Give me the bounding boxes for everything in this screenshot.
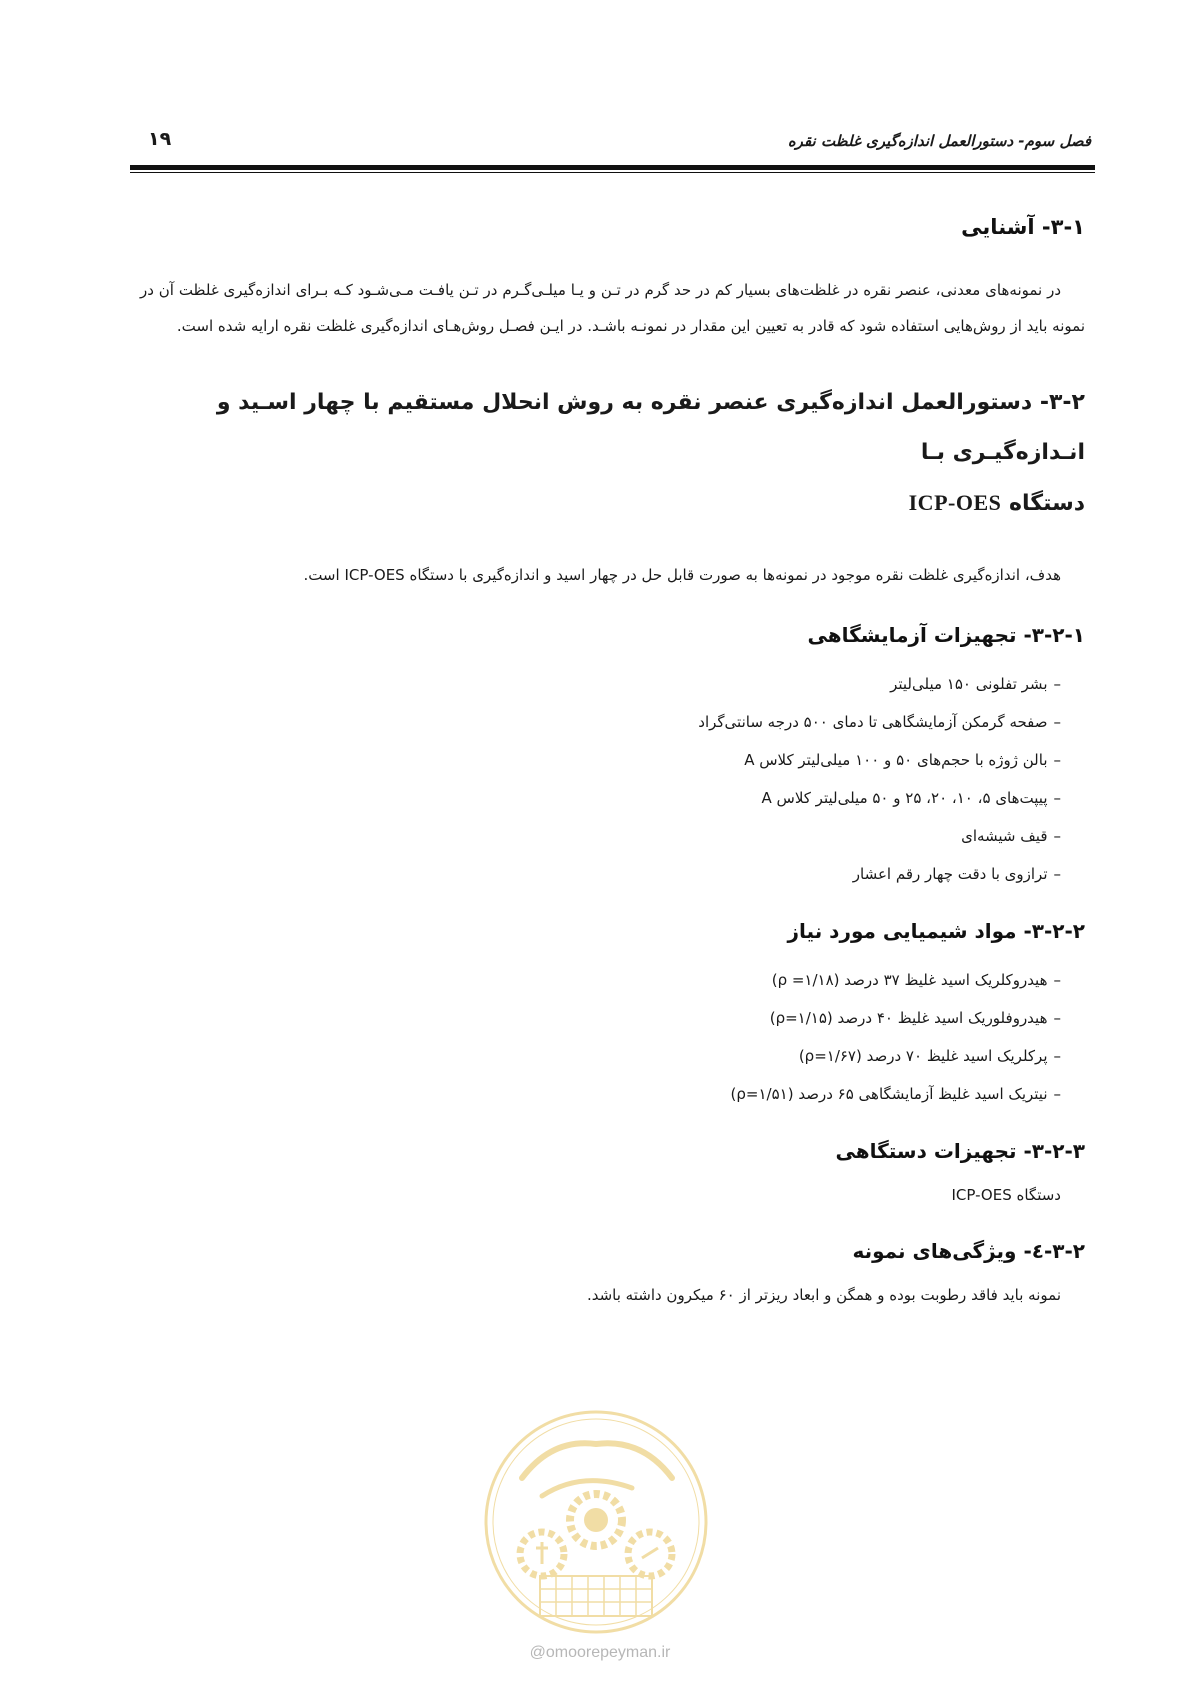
subsection-heading-lab-equipment: ۳-۲-۱- تجهیزات آزمایشگاهی — [807, 623, 1085, 647]
instruments-text: دستگاه ICP-OES — [951, 1186, 1061, 1204]
section-heading-procedure-line1: ۳-۲- دستورالعمل اندازه‌گیری عنصر نقره به روش انحلال مستقیم با چهار اسـید و انـدازه‌گیـری بـا — [216, 390, 1085, 465]
section-heading-procedure-latin: ICP-OES — [908, 490, 1002, 515]
list-item: –بشر تفلونی ۱۵۰ میلی‌لیتر — [890, 675, 1061, 693]
lab-equipment-list — [140, 665, 1085, 893]
list-item: –پیپت‌های ۵، ۱۰، ۲۰، ۲۵ و ۵۰ میلی‌لیتر کلاس A — [761, 789, 1061, 807]
page-body — [140, 212, 1085, 1313]
section-heading-procedure-prefix: دستگاه — [1009, 491, 1085, 516]
list-item: –ترازوی با دقت چهار رقم اعشار — [852, 865, 1061, 883]
section-heading-procedure — [140, 378, 1085, 529]
procedure-goal-paragraph: هدف، اندازه‌گیری غلظت نقره موجود در نمونه‌ها به صورت قابل حل در چهار اسید و اندازه‌گیری با دستگاه ICP-OES است. — [303, 566, 1061, 584]
subsection-heading-chemicals: ۳-۲-۲- مواد شیمیایی مورد نیاز — [787, 919, 1085, 943]
list-item: –پرکلریک اسید غلیظ ۷۰ درصد (ρ=۱/۶۷) — [798, 1047, 1061, 1065]
running-title: فصل سوم- دستورالعمل اندازه‌گیری غلظت نقره — [787, 132, 1091, 150]
list-item: –هیدروکلریک اسید غلیظ ۳۷ درصد (ρ =۱/۱۸) — [771, 971, 1061, 989]
section-heading-introduction: ۳-۱- آشنایی — [961, 215, 1085, 239]
list-item: –قیف شیشه‌ای — [961, 827, 1061, 845]
page-number: ۱۹ — [148, 128, 172, 150]
list-item: –بالن ژوژه با حجم‌های ۵۰ و ۱۰۰ میلی‌لیتر کلاس A — [744, 751, 1061, 769]
header-rule-thin — [130, 172, 1095, 173]
subsection-heading-instruments: ۳-۲-۳- تجهیزات دستگاهی — [835, 1139, 1085, 1163]
watermark-url: @omoorepeyman.ir — [529, 1644, 671, 1661]
subsection-heading-sample-properties: ۳-۲-٤- ویژگی‌های نمونه — [852, 1239, 1085, 1263]
section-heading-procedure-line2 — [140, 478, 1085, 529]
list-item: –هیدروفلوریک اسید غلیظ ۴۰ درصد (ρ=۱/۱۵) — [769, 1009, 1061, 1027]
running-header — [130, 128, 1091, 164]
introduction-paragraph: در نمونه‌های معدنی، عنصر نقره در غلظت‌های بسیار کم در حد گرم در تـن و یـا میلـی‌گـرم در تـن یافـت مـی‌شـود کـه بـرای اندازه‌گیری غلظت آن در نمونه باید از روش‌هایی استفاده شود که قادر به تعیین این مقدار در نمونـه باشـد. در ایـن فصـل روش‌هـای اندازه‌گیری غلظت نقره ارایه شده است. — [140, 281, 1085, 335]
chemicals-list — [140, 961, 1085, 1113]
list-item: –نیتریک اسید غلیظ آزمایشگاهی ۶۵ درصد (ρ=۱/۵۱) — [730, 1085, 1061, 1103]
watermark-seal-icon — [482, 1408, 710, 1636]
header-rule-thick — [130, 165, 1095, 170]
list-item: –صفحه گرمکن آزمایشگاهی تا دمای ۵۰۰ درجه سانتی‌گراد — [698, 713, 1061, 731]
sample-properties-text: نمونه باید فاقد رطوبت بوده و همگن و ابعاد ریزتر از ۶۰ میکرون داشته باشد. — [586, 1286, 1061, 1304]
